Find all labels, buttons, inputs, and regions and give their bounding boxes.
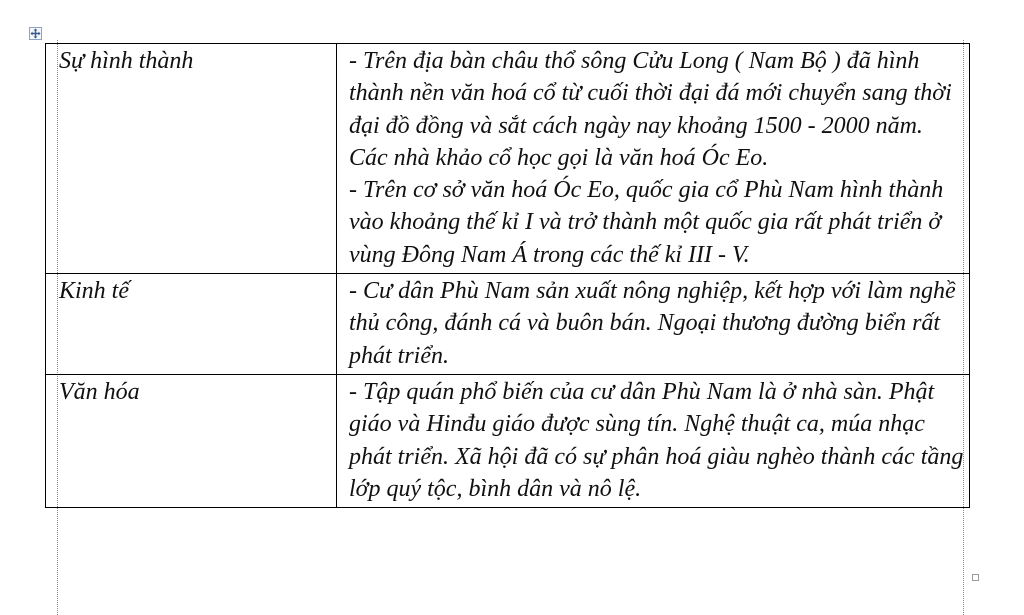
content-paragraph: - Trên địa bàn châu thổ sông Cửu Long ( Nam Bộ ) đã hình thành nền văn hoá cổ từ cuối thời đại đá mới chuyển sang thời đại đồ đồng và sắt cách ngày nay khoảng 1500 - 2000 năm. Các nhà khảo cổ học gọi là văn hoá Óc Eo. <box>349 48 952 171</box>
table-row[interactable] <box>46 44 970 274</box>
table-row[interactable] <box>46 274 970 375</box>
content-paragraph: - Trên cơ sở văn hoá Óc Eo, quốc gia cổ Phù Nam hình thành vào khoảng thế kỉ I và trở thành một quốc gia rất phát triển ở vùng Đông Nam Á trong các thế kỉ III - V. <box>349 177 944 268</box>
row-label-cell[interactable] <box>46 374 337 507</box>
row-label-cell[interactable] <box>46 274 337 375</box>
row-label: Kinh tế <box>59 278 129 305</box>
row-label: Văn hóa <box>59 378 140 405</box>
row-label-cell[interactable] <box>46 44 337 274</box>
content-paragraph: - Cư dân Phù Nam sản xuất nông nghiệp, kết hợp với làm nghề thủ công, đánh cá và buôn bán. Ngoại thương đường biển rất phát triển. <box>349 278 956 369</box>
row-content-cell[interactable] <box>337 374 970 507</box>
row-content-cell[interactable] <box>337 274 970 375</box>
table-resize-handle-icon[interactable] <box>972 574 979 581</box>
table-row[interactable] <box>46 374 970 507</box>
row-label: Sự hình thành <box>59 48 194 74</box>
history-table[interactable] <box>45 43 970 508</box>
table-move-handle-icon[interactable] <box>29 27 42 40</box>
row-content-cell[interactable] <box>337 44 970 274</box>
content-paragraph: - Tập quán phổ biến của cư dân Phù Nam là ở nhà sàn. Phật giáo và Hinđu giáo được sùng tín. Nghệ thuật ca, múa nhạc phát triển. Xã hội đã có sự phân hoá giàu nghèo thành các tầng lớp quý tộc, bình dân và nô lệ. <box>349 378 964 502</box>
